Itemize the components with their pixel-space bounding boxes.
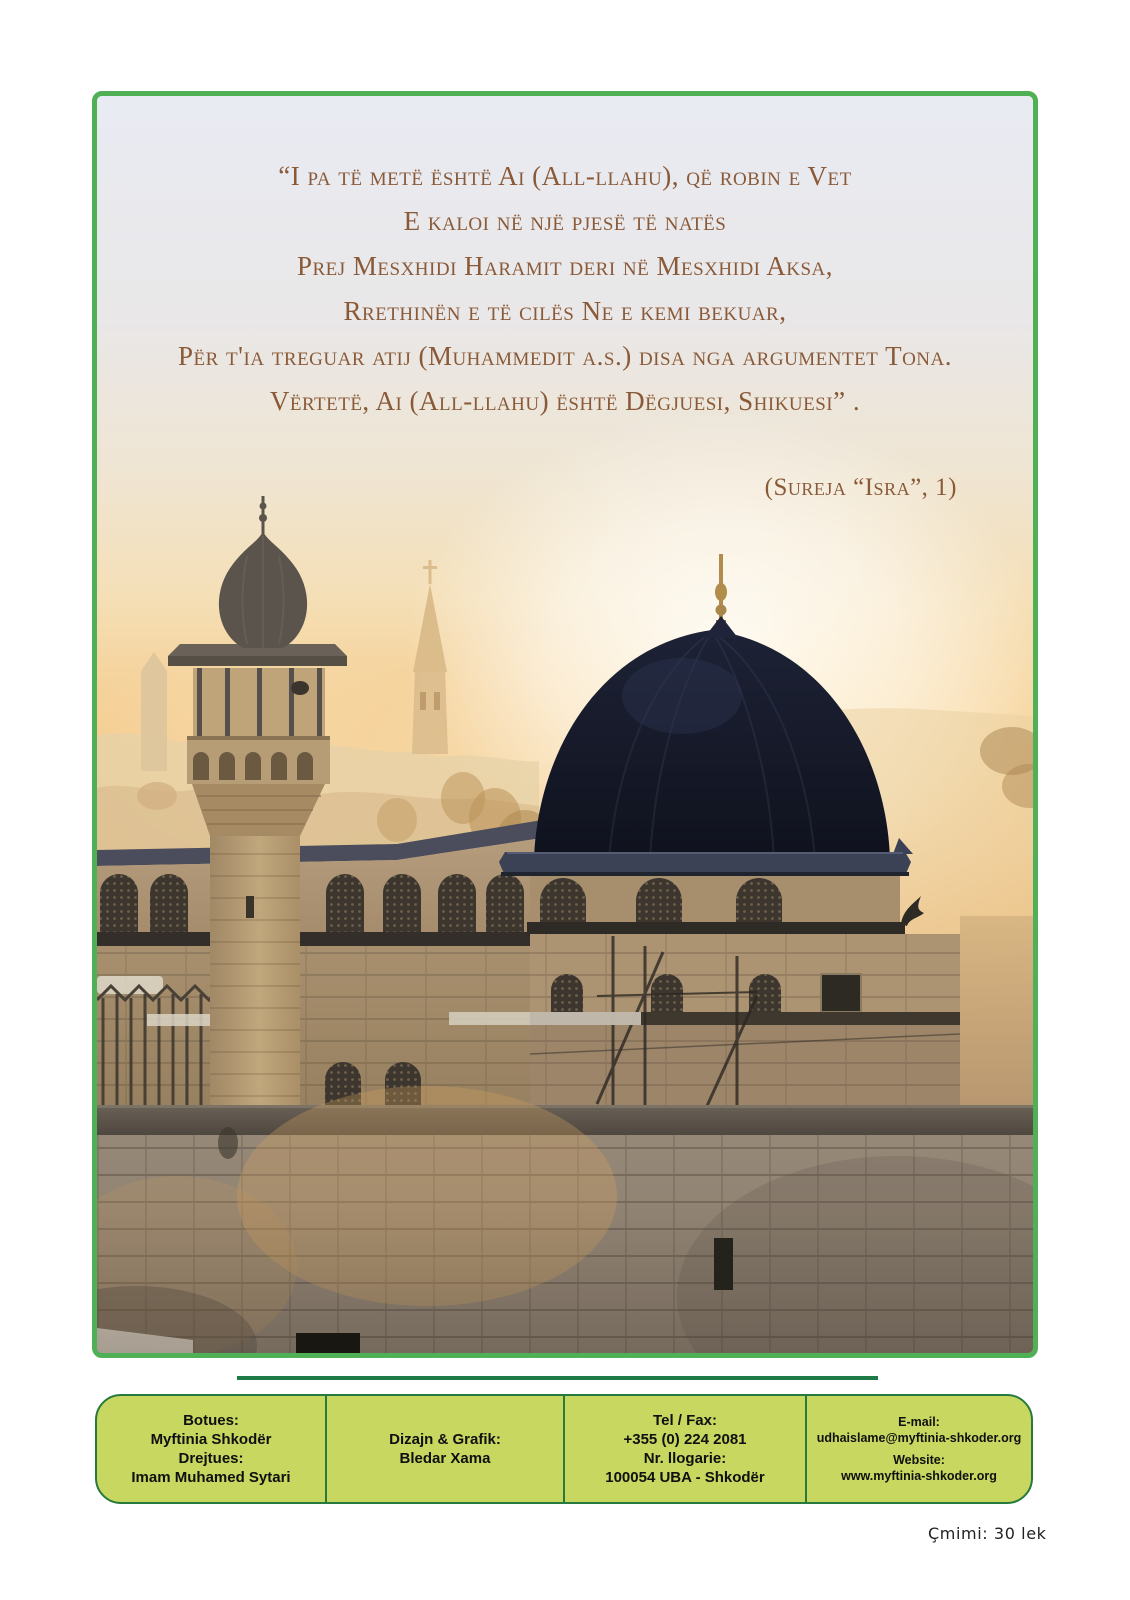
quote-line: Rrethinën e të cilës Ne e kemi bekuar, bbox=[343, 296, 787, 326]
distant-tower bbox=[141, 671, 167, 771]
quote-line: E kaloi në një pjesë të natës bbox=[403, 206, 727, 236]
quote-block bbox=[97, 154, 1033, 424]
banner-col-contact bbox=[565, 1396, 807, 1502]
stone-wall bbox=[97, 1086, 1033, 1353]
banner-line: Tel / Fax: bbox=[653, 1412, 717, 1429]
divider-line bbox=[237, 1376, 878, 1380]
banner-line: Bledar Xama bbox=[399, 1450, 491, 1467]
quote-source: (Sureja “Isra”, 1) bbox=[764, 474, 957, 501]
banner-line: E-mail: bbox=[898, 1415, 940, 1429]
banner-col-publisher bbox=[97, 1396, 327, 1502]
banner-col-web bbox=[807, 1396, 1031, 1502]
banner-line: Website: bbox=[893, 1453, 945, 1467]
quote-line: Prej Mesxhidi Haramit deri në Mesxhidi Aksa, bbox=[296, 251, 834, 281]
quote-line: Për t'ia treguar atij (Muhammedit a.s.) disa nga argumentet Tona. bbox=[177, 341, 952, 371]
loudspeaker bbox=[291, 681, 309, 695]
banner-line: Myftinia Shkodër bbox=[150, 1431, 272, 1448]
banner-line: Botues: bbox=[183, 1412, 239, 1429]
banner-line: Imam Muhamed Sytari bbox=[131, 1469, 291, 1486]
banner-website: www.myftinia-shkoder.org bbox=[841, 1469, 997, 1483]
banner-col-design bbox=[327, 1396, 565, 1502]
dome-drum bbox=[527, 876, 905, 936]
banner-line: Nr. llogarie: bbox=[643, 1450, 727, 1467]
banner-line: 100054 UBA - Shkodër bbox=[605, 1469, 765, 1486]
banner-email: udhaislame@myftinia-shkoder.org bbox=[816, 1431, 1022, 1445]
banner-line: Dizajn & Grafik: bbox=[389, 1431, 501, 1448]
cover-photo-frame bbox=[92, 91, 1038, 1358]
quote-line: “I pa të metë është Ai (All-llahu), që robin e Vet bbox=[278, 161, 852, 191]
price-label: Çmimi: 30 lek bbox=[928, 1524, 1047, 1543]
banner-line: Drejtues: bbox=[178, 1450, 244, 1467]
publisher-banner bbox=[95, 1394, 1033, 1504]
white-ledge-center bbox=[449, 1012, 641, 1025]
quote-line: Vërtetë, Ai (All-llahu) është Dëgjuesi, Shikuesi” . bbox=[269, 386, 861, 416]
banner-line: +355 (0) 224 2081 bbox=[623, 1431, 747, 1448]
